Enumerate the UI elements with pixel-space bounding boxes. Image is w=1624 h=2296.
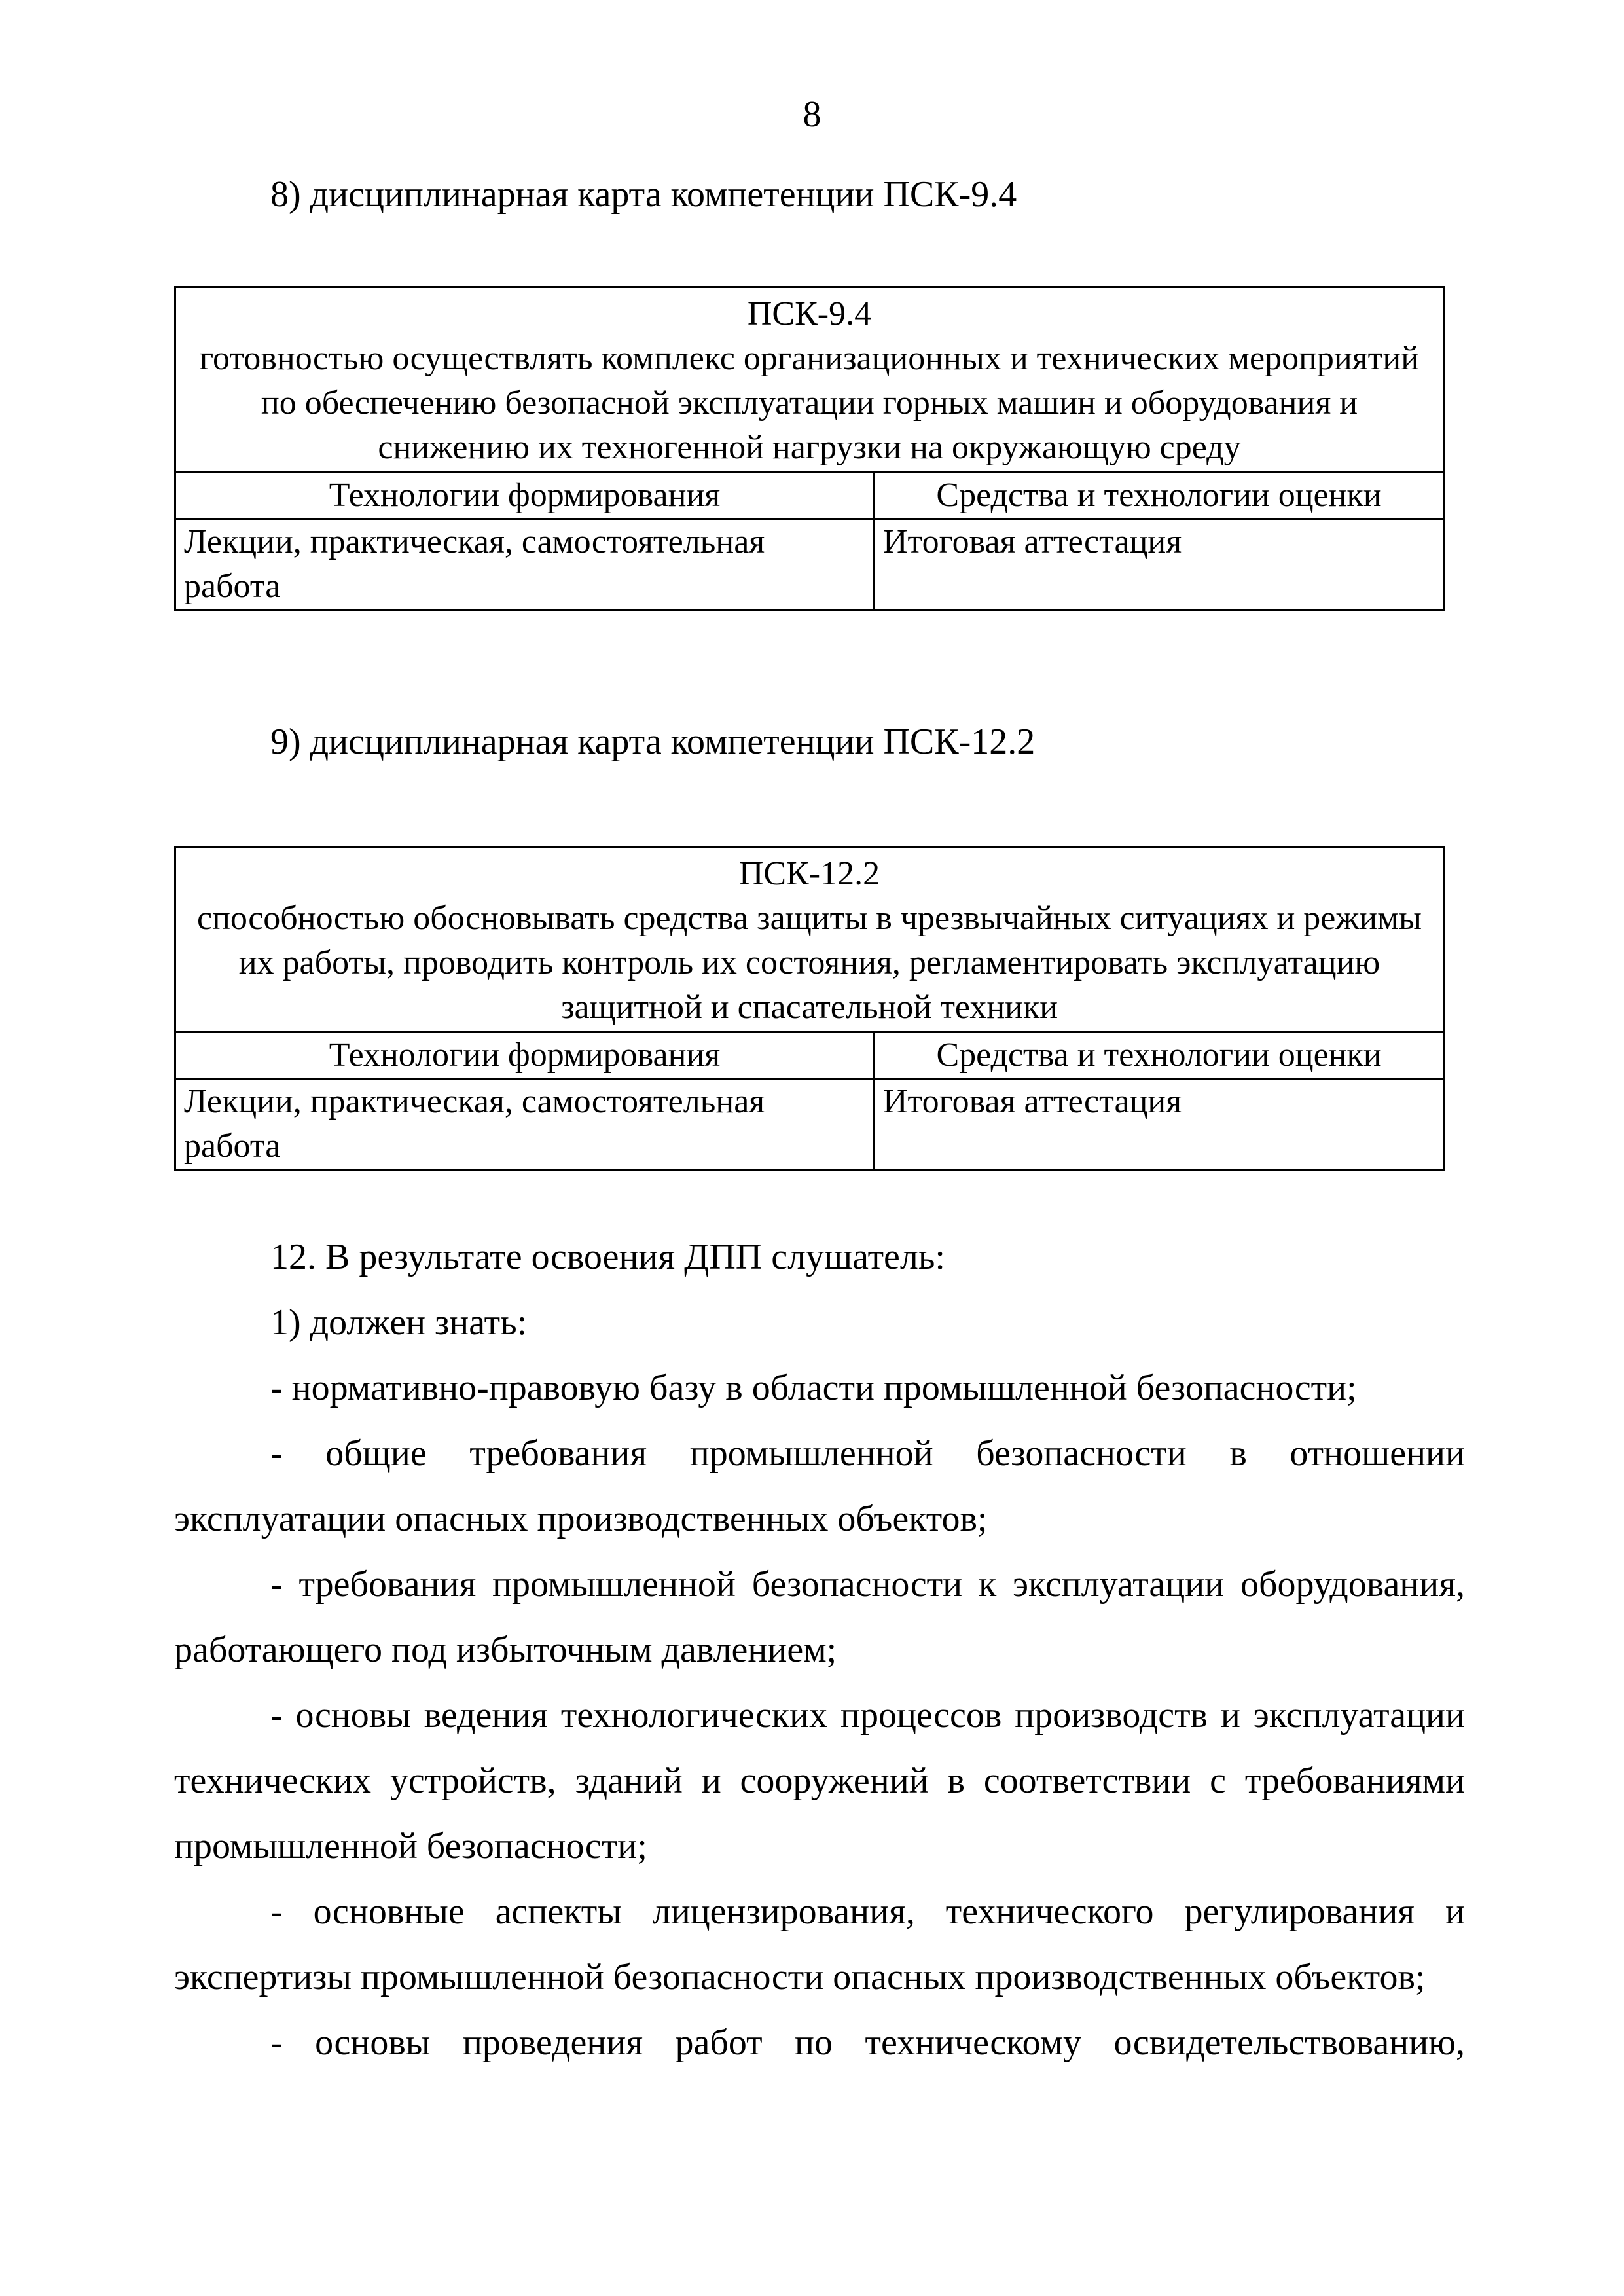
competency-card-psk-9-4 [174, 286, 1445, 611]
list-item: - общие требования промышленной безопасности в отношении эксплуатации опасных производственных объектов; [174, 1433, 1465, 1539]
results-intro: 12. В результате освоения ДПП слушатель: [270, 1237, 945, 1277]
assessment-value: Итоговая аттестация [875, 1079, 1444, 1170]
must-know-heading: 1) должен знать: [270, 1302, 528, 1343]
column-header-assessment: Средства и технологии оценки [875, 473, 1444, 519]
competency-code: ПСК-9.4 [747, 295, 872, 333]
list-item: - основы ведения технологических процессов производств и эксплуатации технических устройств, зданий и сооружений в соответствии с требованиями промышленной безопасности; [174, 1695, 1465, 1867]
formation-value: Лекции, практическая, самостоятельная работа [175, 519, 875, 610]
page-number: 8 [803, 94, 821, 135]
competency-description: готовностью осуществлять комплекс организационных и технических мероприятий по обеспечению безопасной эксплуатации горных машин и оборудования и снижению их техногенной нагрузки на окружающую среду [199, 340, 1420, 466]
card-heading-psk-9-4: 8) дисциплинарная карта компетенции ПСК-9.4 [270, 174, 1017, 215]
list-item: - требования промышленной безопасности к эксплуатации оборудования, работающего под избыточным давлением; [174, 1564, 1465, 1670]
assessment-value: Итоговая аттестация [875, 519, 1444, 610]
card-title-cell [175, 287, 1444, 473]
column-header-formation: Технологии формирования [175, 473, 875, 519]
list-item: - основные аспекты лицензирования, технического регулирования и экспертизы промышленной безопасности опасных производственных объектов; [174, 1891, 1465, 1997]
competency-code: ПСК-12.2 [738, 855, 880, 892]
list-item: - основы проведения работ по техническому освидетельствованию, [270, 2022, 1465, 2063]
formation-value: Лекции, практическая, самостоятельная работа [175, 1079, 875, 1170]
card-heading-psk-12-2: 9) дисциплинарная карта компетенции ПСК-12.2 [270, 721, 1036, 762]
column-header-assessment: Средства и технологии оценки [875, 1032, 1444, 1079]
competency-card-psk-12-2 [174, 846, 1445, 1171]
list-item: - нормативно-правовую базу в области промышленной безопасности; [270, 1368, 1357, 1408]
results-section [174, 1224, 1465, 2075]
card-title-cell [175, 847, 1444, 1032]
column-header-formation: Технологии формирования [175, 1032, 875, 1079]
competency-description: способностью обосновывать средства защиты в чрезвычайных ситуациях и режимы их работы, проводить контроль их состояния, регламентировать эксплуатацию защитной и спасательной техники [197, 900, 1422, 1026]
